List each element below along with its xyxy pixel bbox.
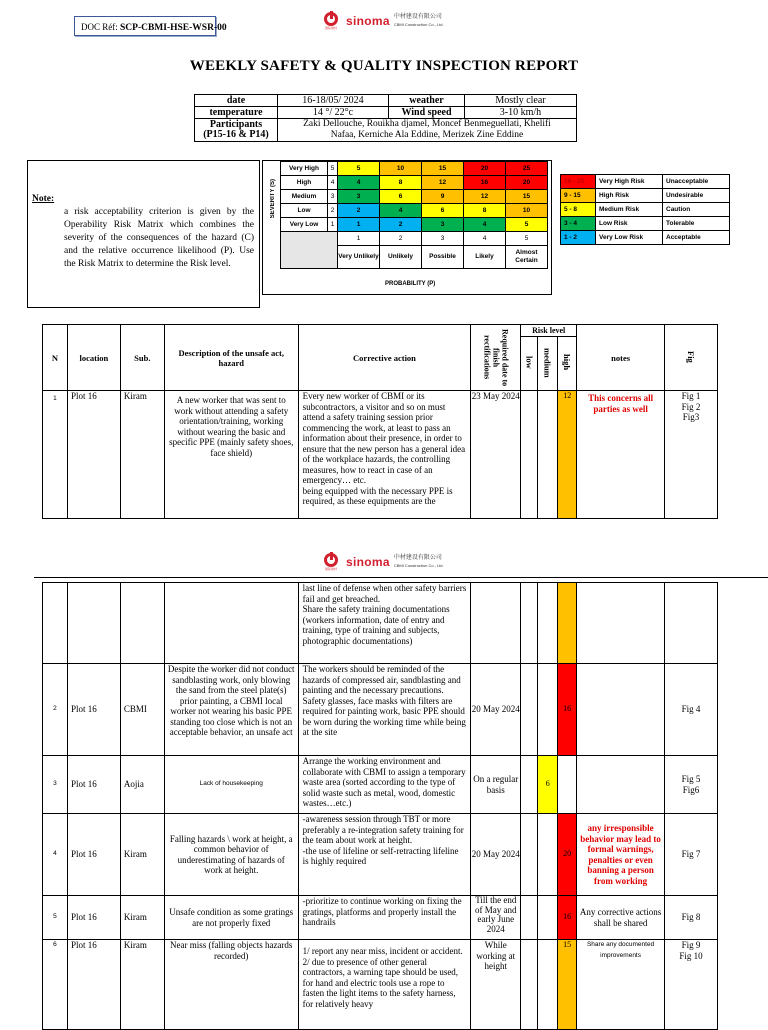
wind-label: Wind speed (389, 107, 465, 119)
matrix-cell: 6 (422, 204, 464, 218)
participants-sublabel: (P15-16 & P14) (203, 129, 269, 140)
row-low (521, 664, 538, 756)
logo-mark-caption: 国际建材 (324, 567, 337, 571)
row-n: 4 (43, 814, 68, 896)
matrix-cell: 15 (422, 162, 464, 176)
row-high: 12 (558, 391, 577, 519)
row-date: 20 May 2024 (471, 814, 521, 896)
sinoma-mark-icon (324, 12, 338, 26)
legend-row (561, 175, 730, 189)
row-corrective: -prioritize to continue working on fixing the gratings, platforms and properly install the handrails (298, 896, 471, 940)
row-fig: Fig 8 (665, 896, 718, 940)
severity-label: Very Low (281, 218, 328, 232)
header-medium: medium (542, 347, 553, 378)
doc-ref-label: DOC Réf: (81, 22, 118, 32)
row-high: 16 (558, 664, 577, 756)
row-medium (538, 391, 558, 519)
row-fig: Fig 7 (665, 814, 718, 896)
participants-label: Participants (209, 119, 263, 130)
probability-label: Very Unlikely (338, 246, 380, 269)
company-logo (324, 12, 444, 30)
row-fig: Fig 9 Fig 10 (665, 940, 718, 1030)
matrix-cell: 9 (422, 190, 464, 204)
severity-number: 1 (328, 218, 338, 232)
matrix-row (281, 218, 548, 232)
logo-mark-caption: 国际建材 (324, 26, 337, 30)
row-n: 5 (43, 896, 68, 940)
row-location: Plot 16 (67, 896, 120, 940)
probability-label: Likely (464, 246, 506, 269)
temperature-label: temperature (195, 107, 278, 119)
logo-cn-sub: CBMI Construction Co., Ltd. (393, 22, 444, 27)
legend-name: High Risk (596, 189, 663, 203)
note-box (27, 160, 260, 308)
header-n: N (43, 325, 68, 391)
row-medium (538, 940, 558, 1030)
probability-label: Unlikely (380, 246, 422, 269)
legend-row (561, 231, 730, 245)
matrix-cell: 12 (422, 176, 464, 190)
row-high: 16 (558, 896, 577, 940)
legend-name: Medium Risk (596, 203, 663, 217)
header-risk-level: Risk level (521, 325, 577, 337)
matrix-cell: 20 (464, 162, 506, 176)
table-row (43, 391, 718, 519)
probability-label: Possible (422, 246, 464, 269)
header-divider (34, 577, 768, 578)
row-description: A new worker that was sent to work without attending a safety orientation/training, working without wearing the basic and specific PPE (mainly safety shoes, face shield) (164, 391, 298, 519)
row-corrective: Arrange the working environment and collaborate with CBMI to assign a temporary waste area (sorted according to the type of solid waste such as metal, wood, domestic wastes…etc.) (298, 756, 471, 814)
header-corrective: Corrective action (298, 325, 471, 391)
row-corrective: -awareness session through TBT or more preferably a re-integration safety training for the team about work at height. -the use of lifeline or self-retracting lifeline is highly required (298, 814, 471, 896)
date-value: 16-18/05/ 2024 (278, 95, 389, 107)
row-date: While working at height (471, 940, 521, 1030)
legend-range: 3 - 4 (561, 217, 596, 231)
row-n: 1 (43, 391, 68, 519)
matrix-cell: 5 (338, 162, 380, 176)
row-location: Plot 16 (67, 814, 120, 896)
probability-number: 4 (464, 232, 506, 246)
row-corrective: The workers should be reminded of the hazards of compressed air, sandblasting and painting and the necessary precautions. Safety glasses, face masks with filters are required for painting work, basic PPE should be worn during the working time while being at the site (298, 664, 471, 756)
row-low (521, 814, 538, 896)
matrix-cell: 2 (338, 204, 380, 218)
matrix-cell: 15 (506, 190, 548, 204)
table-row (43, 814, 718, 896)
row-description: Despite the worker did not conduct sandblasting work, only blowing the sand from the steel plate(s) prior painting, a CBMI local worker not wearing his basic PPE standing too close which is not an acceptable behavior, an unsafe act (164, 664, 298, 756)
legend-status: Undesirable (663, 189, 730, 203)
wind-value: 3-10 km/h (465, 107, 577, 119)
header-location: location (67, 325, 120, 391)
row-notes: Any corrective actions shall be shared (577, 896, 665, 940)
legend-range: 16 - 25 (561, 175, 596, 189)
info-table (194, 94, 577, 142)
table-row (43, 756, 718, 814)
matrix-row (281, 204, 548, 218)
row-notes (577, 756, 665, 814)
probability-number: 1 (338, 232, 380, 246)
row-location: Plot 16 (67, 664, 120, 756)
probability-number-row (281, 232, 548, 246)
page-title: WEEKLY SAFETY & QUALITY INSPECTION REPORT (189, 58, 579, 74)
matrix-corner (281, 232, 338, 269)
note-text: a risk acceptability criterion is given by the Operability Risk Matrix which combines the severity of the consequences of the hazard (C) and the relative occurrence likelihood (P). Use the Risk Matrix to determine the Risk level. (64, 207, 254, 269)
row-low (521, 756, 538, 814)
row-location: Plot 16 (67, 391, 120, 519)
row-date: 20 May 2024 (471, 664, 521, 756)
temperature-value: 14 °/ 22°c (278, 107, 389, 119)
risk-legend (560, 174, 730, 245)
matrix-cell: 10 (506, 204, 548, 218)
participants-line-1: Zaki Dellouche, Rouikha djamel, Moncef Benmeguellati, Khelifi (303, 119, 551, 129)
matrix-cell: 4 (380, 204, 422, 218)
risk-matrix (280, 161, 548, 269)
legend-row (561, 217, 730, 231)
legend-name: Very Low Risk (596, 231, 663, 245)
logo-brand: sinoma (346, 555, 390, 569)
doc-ref-value: SCP-CBMI-HSE-WSR-00 (120, 23, 227, 33)
row-high (558, 583, 577, 664)
row-sub: Kiram (120, 896, 164, 940)
legend-status: Tolerable (663, 217, 730, 231)
row-sub: Aojia (120, 756, 164, 814)
matrix-cell: 5 (506, 218, 548, 232)
row-description: Lack of housekeeping (164, 756, 298, 814)
probability-number: 2 (380, 232, 422, 246)
table-row (43, 940, 718, 1030)
matrix-cell: 3 (422, 218, 464, 232)
row-high: 20 (558, 814, 577, 896)
inspection-table (42, 324, 718, 519)
matrix-cell: 3 (338, 190, 380, 204)
row-low (521, 391, 538, 519)
header-notes: notes (577, 325, 665, 391)
header-high: high (562, 354, 573, 371)
legend-range: 1 - 2 (561, 231, 596, 245)
row-sub: CBMI (120, 664, 164, 756)
row-fig: Fig 1 Fig 2 Fig3 (665, 391, 718, 519)
matrix-cell: 6 (380, 190, 422, 204)
legend-range: 5 - 8 (561, 203, 596, 217)
logo-cn-sub: CBMI Construction Co., Ltd. (393, 563, 444, 568)
row-medium (538, 664, 558, 756)
severity-number: 3 (328, 190, 338, 204)
row-sub: Kiram (120, 814, 164, 896)
row-description: Near miss (falling objects hazards recorded) (164, 940, 298, 1030)
probability-axis-label: PROBABILITY (P) (385, 281, 436, 287)
row-high (558, 756, 577, 814)
row-description: Unsafe condition as some gratings are not properly fixed (164, 896, 298, 940)
legend-status: Acceptable (663, 231, 730, 245)
row-medium: 6 (538, 756, 558, 814)
note-title: Note: (32, 194, 55, 204)
legend-status: Caution (663, 203, 730, 217)
table-row (43, 664, 718, 756)
header-low: low (524, 356, 535, 369)
severity-number: 2 (328, 204, 338, 218)
severity-label: Very High (281, 162, 328, 176)
date-label: date (195, 95, 278, 107)
matrix-cell: 8 (380, 176, 422, 190)
legend-row (561, 189, 730, 203)
severity-label: Low (281, 204, 328, 218)
participants-line-2: Nafaa, Kerniche Ala Eddine, Merizek Zine Eddine (330, 130, 524, 140)
row-notes (577, 664, 665, 756)
row-n: 2 (43, 664, 68, 756)
row-date: Till the end of May and early June 2024 (471, 896, 521, 940)
legend-range: 9 - 15 (561, 189, 596, 203)
row-high: 15 (558, 940, 577, 1030)
matrix-row (281, 162, 548, 176)
matrix-cell: 4 (464, 218, 506, 232)
matrix-cell: 20 (506, 176, 548, 190)
row-fig: Fig 5 Fig6 (665, 756, 718, 814)
company-logo-page-2 (324, 553, 444, 571)
legend-status: Unacceptable (663, 175, 730, 189)
matrix-cell: 25 (506, 162, 548, 176)
severity-label: Medium (281, 190, 328, 204)
matrix-cell: 1 (338, 218, 380, 232)
logo-brand: sinoma (346, 14, 390, 28)
matrix-cell: 12 (464, 190, 506, 204)
header-fig: Fig (686, 350, 696, 363)
header-date: Required date to finish rectifications (482, 328, 510, 387)
row-n: 6 (43, 940, 68, 1030)
severity-number: 5 (328, 162, 338, 176)
probability-label: Almost Certain (506, 246, 548, 269)
row-date: 23 May 2024 (471, 391, 521, 519)
row-low (521, 896, 538, 940)
matrix-row (281, 176, 548, 190)
severity-label: High (281, 176, 328, 190)
row-fig: Fig 4 (665, 664, 718, 756)
sinoma-mark-icon (324, 553, 338, 567)
row-notes: any irresponsible behavior may lead to formal warnings, penalties or even banning a person from working (577, 814, 665, 896)
row-low (521, 940, 538, 1030)
row-notes: Share any documented improvements (577, 940, 665, 1030)
row-location: Plot 16 (67, 756, 120, 814)
row-sub: Kiram (120, 391, 164, 519)
weather-value: Mostly clear (465, 95, 577, 107)
severity-axis-label: SEVERITY (S) (270, 179, 276, 219)
probability-number: 3 (422, 232, 464, 246)
matrix-cell: 4 (338, 176, 380, 190)
probability-number: 5 (506, 232, 548, 246)
inspection-table-continued (42, 582, 718, 1030)
row-medium (538, 814, 558, 896)
row-description: Falling hazards \ work at height, a common behavior of underestimating of hazards of work at height. (164, 814, 298, 896)
matrix-cell: 8 (464, 204, 506, 218)
doc-reference (74, 16, 227, 36)
row-notes: This concerns all parties as well (577, 391, 665, 519)
weather-label: weather (389, 95, 465, 107)
row-sub: Kiram (120, 940, 164, 1030)
severity-number: 4 (328, 176, 338, 190)
row-corrective: Every new worker of CBMI or its subcontractors, a visitor and so on must attend a safety training session prior commencing the work, at least to pass an information about their presence, in order to ensure that the new person has a general idea of the workplace hazards, the controlling measures, how to react in case of an emergency… etc. being equipped with the necessary PPE is required, as these equipments are the (298, 391, 471, 519)
row-date: On a regular basis (471, 756, 521, 814)
legend-row (561, 203, 730, 217)
header-sub: Sub. (120, 325, 164, 391)
matrix-cell: 2 (380, 218, 422, 232)
table-row (43, 583, 718, 664)
legend-name: Low Risk (596, 217, 663, 231)
row-location: Plot 16 (67, 940, 120, 1030)
matrix-row (281, 190, 548, 204)
table-row (43, 896, 718, 940)
row-medium (538, 896, 558, 940)
logo-cn: 中材建设有限公司 (393, 14, 442, 20)
legend-name: Very High Risk (596, 175, 663, 189)
row-corrective: 1/ report any near miss, incident or accident. 2/ due to presence of other general contractors, a warning tape should be used, for hand and electric tools use a rope to fasten the light items to the safety harness, for relatively heavy (298, 940, 471, 1030)
matrix-cell: 16 (464, 176, 506, 190)
logo-cn: 中材建设有限公司 (393, 555, 442, 561)
header-description: Description of the unsafe act, hazard (164, 325, 298, 391)
matrix-cell: 10 (380, 162, 422, 176)
row-n: 3 (43, 756, 68, 814)
row-corrective: last line of defense when other safety barriers fail and get breached. Share the safety training documentations (workers information, date of entry and training, type of training and subjects, photographic documentations) (298, 583, 471, 664)
